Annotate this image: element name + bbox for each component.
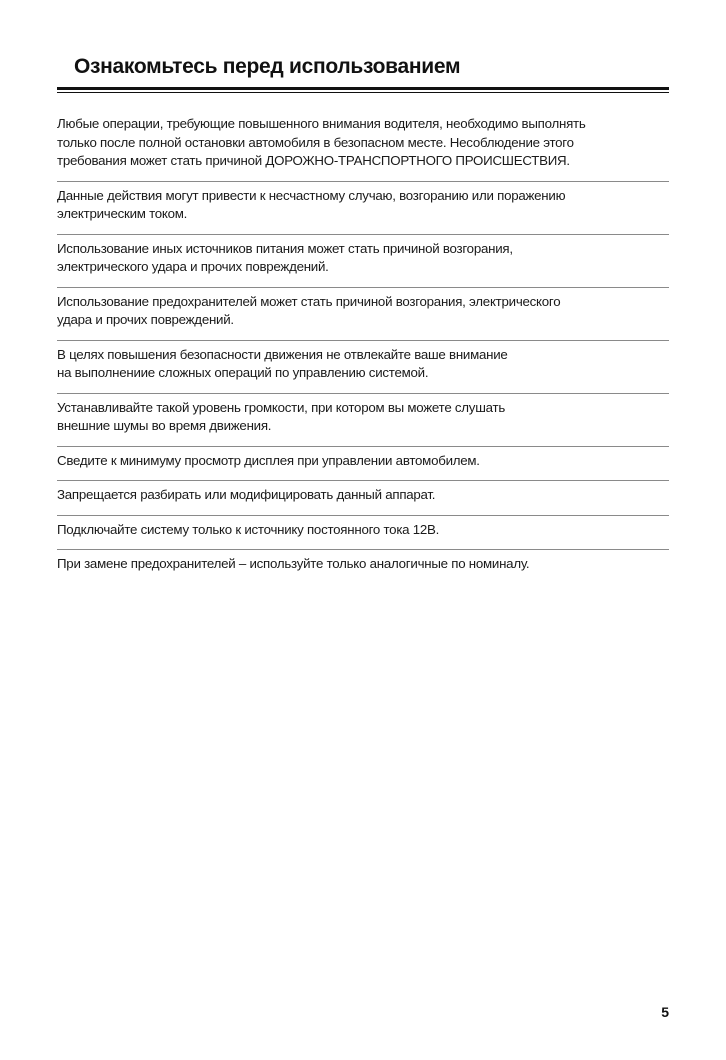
- warning-text-line: В целях повышения безопасности движения не отвлекайте ваше внимание: [57, 346, 508, 362]
- title-rule-thin: [57, 92, 669, 93]
- warning-item: [57, 516, 669, 551]
- warning-text-line: Любые операции, требующие повышенного внимания водителя, необходимо выполнять: [57, 116, 586, 131]
- warning-text-line: электрическим током.: [57, 206, 188, 221]
- page-title: Ознакомьтесь перед использованием: [74, 55, 461, 78]
- warning-item: [57, 235, 669, 288]
- page-number: 5: [661, 1004, 669, 1020]
- warning-text-line: требования может стать причиной ДОРОЖНО-ТРАНСПОРТНОГО ПРОИСШЕСТВИЯ.: [57, 153, 570, 168]
- warning-text-line: электрического удара и прочих повреждений.: [57, 259, 329, 274]
- warning-item: [57, 447, 669, 482]
- warning-item: [57, 288, 669, 341]
- warning-item: [57, 394, 669, 447]
- warning-text-line: Использование предохранителей может стать причиной возгорания, электрического: [57, 293, 561, 309]
- warning-text-line: При замене предохранителей – используйте только аналогичные по номиналу.: [57, 556, 530, 571]
- warning-text-line: удара и прочих повреждений.: [57, 312, 234, 327]
- warning-item: [57, 182, 669, 235]
- warning-text-line: внешние шумы во время движения.: [57, 418, 272, 433]
- warning-text-line: Запрещается разбирать или модифицировать данный аппарат.: [57, 487, 436, 502]
- warning-text-line: Устанавливайте такой уровень громкости, при котором вы можете слушать: [57, 399, 505, 415]
- warning-item: [57, 550, 669, 584]
- warning-text-line: Подключайте систему только к источнику постоянного тока 12В.: [57, 521, 440, 537]
- warnings-list: [57, 109, 669, 584]
- warning-text-line: только после полной остановки автомобиля в безопасном месте. Несоблюдение этого: [57, 134, 574, 150]
- warning-text-line: Использование иных источников питания может стать причиной возгорания,: [57, 240, 513, 256]
- warning-item: [57, 481, 669, 516]
- warning-item: [57, 109, 669, 182]
- title-rule-thick: [57, 87, 669, 90]
- warning-text-line: Данные действия могут привести к несчастному случаю, возгоранию или поражению: [57, 187, 566, 203]
- warning-text-line: на выполнениие сложных операций по управлению системой.: [57, 365, 429, 380]
- warning-item: [57, 341, 669, 394]
- warning-text-line: Сведите к минимуму просмотр дисплея при управлении автомобилем.: [57, 452, 480, 468]
